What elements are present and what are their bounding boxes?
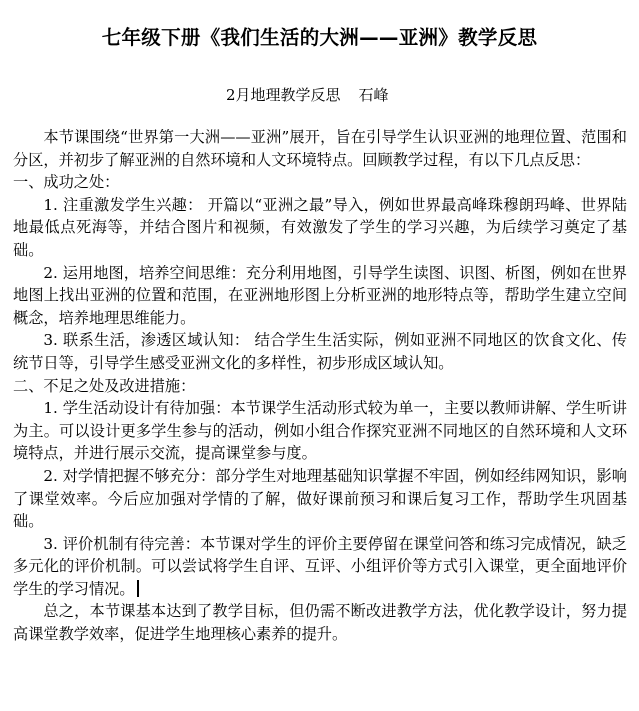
document-subtitle <box>226 84 389 106</box>
section-heading-success: 一、成功之处： <box>13 173 120 192</box>
section-heading-shortcomings: 二、不足之处及改进措施： <box>13 376 196 395</box>
subtitle-author: 石峰 <box>358 86 389 104</box>
shortcoming-item-2: 2. 对学情把握不够充分：部分学生对地理基础知识掌握不牢固，例如经纬网知识，影响了课堂效率。今后应加强对学情的了解，做好课前预习和课后复习工作，帮助学生巩固基础。 <box>13 466 627 531</box>
success-item-2: 2. 运用地图，培养空间思维：充分利用地图，引导学生读图、识图、析图，例如在世界地图上找出亚洲的位置和范围，在亚洲地形图上分析亚洲的地形特点等，帮助学生建立空间概念，培养地理思维能力。 <box>13 263 627 327</box>
success-item-3: 3. 联系生活，渗透区域认知： 结合学生生活实际，例如亚洲不同地区的饮食文化、传统节日等，引导学生感受亚洲文化的多样性，初步形成区域认知。 <box>13 331 627 372</box>
document-title: 七年级下册《我们生活的大洲——亚洲》教学反思 <box>101 26 538 49</box>
text-cursor <box>137 580 139 597</box>
success-item-1: 1. 注重激发学生兴趣： 开篇以“亚洲之最”导入，例如世界最高峰珠穆朗玛峰、世界陆地最低点死海等，并结合图片和视频，有效激发了学生的学习兴趣，为后续学习奠定了基础。 <box>13 195 627 259</box>
subtitle-topic: 2月地理教学反思 <box>226 86 341 104</box>
conclusion-paragraph: 总之，本节课基本达到了教学目标，但仍需不断改进教学方法，优化教学设计，努力提高课堂教学效率，促进学生地理核心素养的提升。 <box>13 602 627 644</box>
document-body[interactable] <box>13 126 627 646</box>
intro-paragraph: 本节课围绕“世界第一大洲——亚洲”展开，旨在引导学生认识亚洲的地理位置、范围和分区，并初步了解亚洲的自然环境和人文环境特点。回顾教学过程，有以下几点反思： <box>13 128 627 169</box>
shortcoming-item-3 <box>13 533 627 601</box>
shortcoming-item-3-text: 3. 评价机制有待完善：本节课对学生的评价主要停留在课堂问答和练习完成情况，缺乏多元化的评价机制。可以尝试将学生自评、互评、小组评价等方式引入课堂，更全面地评价学生的学习情况。 <box>13 534 627 598</box>
shortcoming-item-1: 1. 学生活动设计有待加强：本节课学生活动形式较为单一，主要以教师讲解、学生听讲为主。可以设计更多学生参与的活动，例如小组合作探究亚洲不同地区的自然环境和人文环境特点，并进行展示交流，提高课堂参与度。 <box>13 399 627 463</box>
